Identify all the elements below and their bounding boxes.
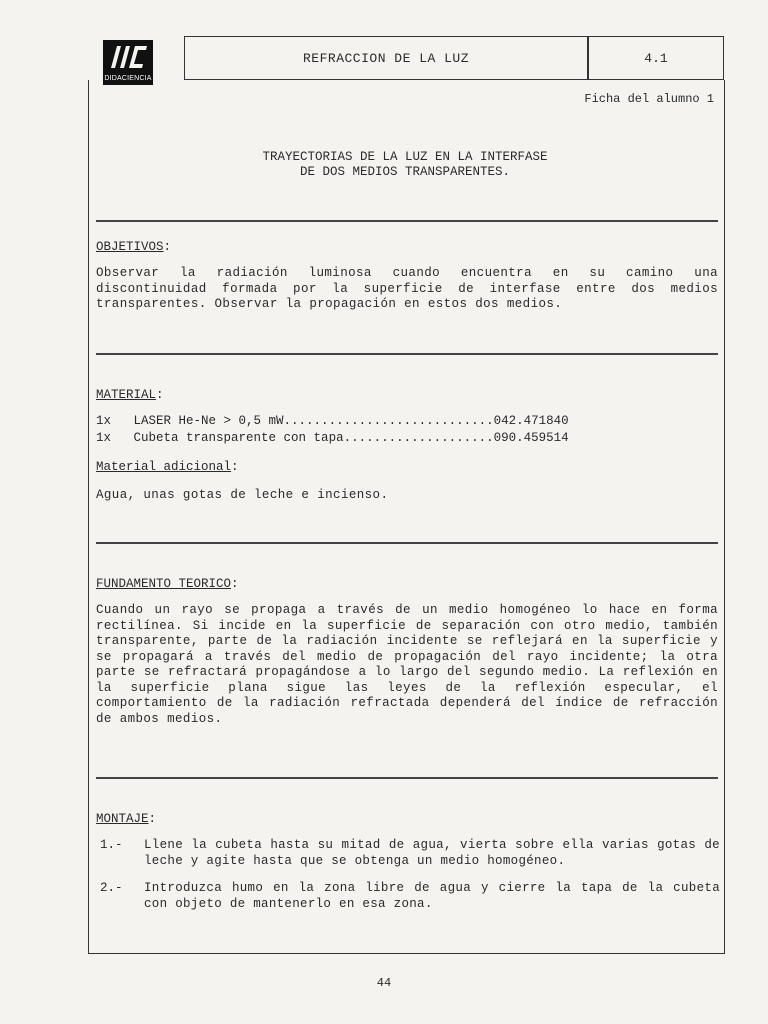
content-frame <box>88 80 725 954</box>
step-text: Llene la cubeta hasta su mitad de agua, vierta sobre ella varias gotas de leche y agite hasta que se obtenga un medio homogéneo. <box>144 838 720 868</box>
material-item: 1x LASER He-Ne > 0,5 mW............................042.471840 <box>96 414 569 428</box>
step-number: 2.- <box>100 881 123 895</box>
logo-text: DIDACIENCIA <box>103 73 153 85</box>
material-item: 1x Cubeta transparente con tapa....................090.459514 <box>96 431 569 445</box>
step-number: 1.- <box>100 838 123 852</box>
objetivos-text: Observar la radiación luminosa cuando encuentra en su camino una discontinuidad formada por la superficie de interfase entre dos medios transparentes. Observar la propagación en estos dos medios. <box>96 266 718 311</box>
logo-mark-icon <box>103 40 153 74</box>
objetivos-heading: OBJETIVOS: <box>96 240 172 254</box>
montaje-step <box>100 880 720 914</box>
montaje-heading: MONTAJE: <box>96 812 157 826</box>
material-adicional-text: Agua, unas gotas de leche e incienso. <box>96 488 389 502</box>
main-title-line2: DE DOS MEDIOS TRANSPARENTES. <box>299 165 511 179</box>
material-heading: MATERIAL: <box>96 388 164 402</box>
divider <box>96 542 718 544</box>
main-title <box>180 150 630 180</box>
fundamento-heading: FUNDAMENTO TEORICO: <box>96 577 239 591</box>
material-adicional-heading: Material adicional: <box>96 460 239 474</box>
header-box <box>184 36 724 80</box>
step-text: Introduzca humo en la zona libre de agua y cierre la tapa de la cubeta con objeto de mantenerlo en esa zona. <box>144 881 720 911</box>
montaje-step <box>100 837 720 871</box>
ficha-label: Ficha del alumno 1 <box>584 92 714 106</box>
fundamento-text: Cuando un rayo se propaga a través de un medio homogéneo lo hace en forma rectilínea. Si incide en la superficie de separación con otro medio, también transparente, parte de la radiación incidente se reflejará en la superficie y se propagará a través del medio de propagación del rayo incidente; la otra parte se refractará propagándose a lo largo del segundo medio. La reflexión en la superficie plana sigue las leyes de la reflexión especular, el comportamiento de la radiación refractada dependerá del índice de refracción de ambos medios. <box>96 603 718 726</box>
page-number: 44 <box>376 976 392 990</box>
main-title-line1: TRAYECTORIAS DE LA LUZ EN LA INTERFASE <box>262 150 548 164</box>
divider <box>96 353 718 355</box>
header-code: 4.1 <box>644 50 668 66</box>
divider <box>96 777 718 779</box>
header-title: REFRACCION DE LA LUZ <box>302 50 470 66</box>
divider <box>96 220 718 222</box>
